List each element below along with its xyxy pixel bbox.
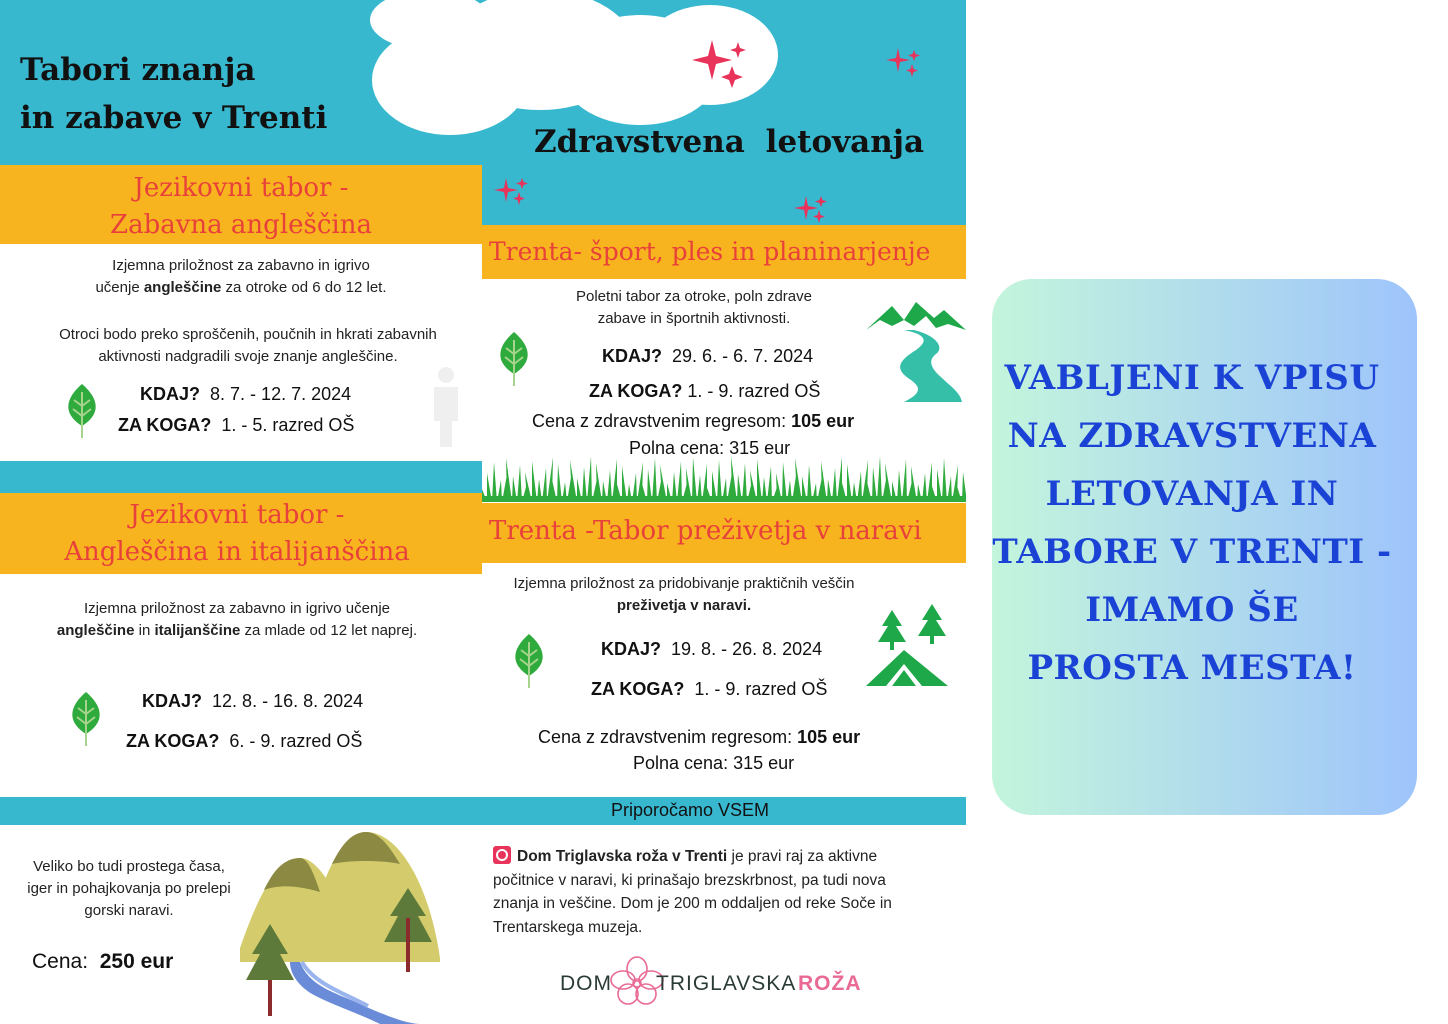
camp-title-line: Jezikovni tabor - xyxy=(129,500,345,530)
camp-title-line: Angleščina in italijanščina xyxy=(64,537,410,567)
free-time-text xyxy=(0,856,258,922)
desc-bold: angleščine xyxy=(56,622,135,639)
camp-languages-when xyxy=(142,691,363,712)
who-label: ZA KOGA? xyxy=(591,679,685,699)
grass-base xyxy=(482,496,966,502)
sparkle-icon xyxy=(690,38,750,88)
logo-triglavska: TRIGLAVSKA xyxy=(656,972,797,995)
page-subtitle: Zdravstvena letovanja xyxy=(534,124,925,160)
desc-line: aktivnosti nadgradili svoje znanje angleščine. xyxy=(98,348,398,365)
sparkle-icon xyxy=(886,46,922,78)
when-label: KDAJ? xyxy=(602,346,663,366)
camp-english-description xyxy=(0,255,482,299)
price-value: 105 eur xyxy=(791,411,855,431)
who-label: ZA KOGA? xyxy=(589,381,683,401)
grass-blades xyxy=(482,456,966,502)
leaf-icon xyxy=(66,690,106,748)
who-value: 1. - 5. razred OŠ xyxy=(221,415,355,435)
recommend-banner xyxy=(0,797,966,825)
tent-trees-icon xyxy=(864,604,950,688)
desc-line xyxy=(493,845,963,869)
grass-decoration xyxy=(482,452,966,502)
when-value: 8. 7. - 12. 7. 2024 xyxy=(210,384,352,404)
page-title-line: in zabave v Trenti xyxy=(20,100,328,136)
when-label: KDAJ? xyxy=(140,384,201,404)
desc-bold: angleščine xyxy=(143,279,222,296)
home-icon xyxy=(493,846,511,864)
who-label: ZA KOGA? xyxy=(118,415,212,435)
who-value: 1. - 9. razred OŠ xyxy=(687,381,821,401)
camp-english-title xyxy=(0,170,482,244)
price-value: 250 eur xyxy=(99,950,174,973)
desc-line: Poletni tabor za otroke, poln zdrave xyxy=(576,288,812,305)
desc-line xyxy=(442,595,926,617)
when-label: KDAJ? xyxy=(601,639,662,659)
callout-line: PROSTA MESTA! xyxy=(1027,648,1357,688)
desc-line: Veliko bo tudi prostega časa, xyxy=(33,858,225,875)
callout-line: IMAMO ŠE xyxy=(1085,590,1299,630)
recommend-banner-text: Priporočamo VSEM xyxy=(611,800,770,820)
camp-sport-price-reduced xyxy=(532,411,854,432)
desc-text: za mlade od 12 let naprej. xyxy=(240,622,418,639)
camp-survival-description xyxy=(442,573,926,617)
desc-bold: preživetja v naravi. xyxy=(616,597,752,614)
desc-bold: italijanščine xyxy=(154,622,241,639)
camp-sport-title: Trenta- šport, ples in planinarjenje xyxy=(489,237,931,266)
desc-text: je pravi raj za aktivne xyxy=(727,848,878,865)
desc-line: počitnice v naravi, ki prinašajo brezskrbnost, pa tudi nova xyxy=(493,871,886,889)
when-value: 19. 8. - 26. 8. 2024 xyxy=(671,639,823,659)
camp-survival-title: Trenta -Tabor preživetja v naravi xyxy=(489,516,922,546)
enrollment-callout-text xyxy=(982,349,1402,697)
mountain-landscape-icon xyxy=(240,828,444,1024)
desc-line: zabave in športnih aktivnosti. xyxy=(597,310,791,327)
callout-line: TABORE V TRENTI - xyxy=(992,532,1392,572)
sparkle-icon xyxy=(794,194,830,226)
camp-languages-title xyxy=(0,497,474,571)
dom-description xyxy=(493,845,963,939)
callout-line: NA ZDRAVSTVENA xyxy=(1007,416,1377,456)
camp-sport-price-full: Polna cena: 315 eur xyxy=(629,438,791,458)
mountain-river-icon xyxy=(864,298,968,406)
desc-line: Izjemna priložnost za zabavno in igrivo xyxy=(112,257,370,274)
desc-line: Trentarskega muzeja. xyxy=(493,918,643,936)
price-label: Cena z zdravstvenim regresom: xyxy=(538,727,793,747)
camp-title-line: Jezikovni tabor - xyxy=(133,173,349,203)
price-label: Cena z zdravstvenim regresom: xyxy=(532,411,787,431)
camp-price xyxy=(32,950,173,974)
desc-line: Izjemna priložnost za zabavno in igrivo učenje xyxy=(84,600,390,617)
camp-english-description-2 xyxy=(0,324,496,368)
camp-languages-description xyxy=(0,598,474,642)
desc-line: Izjemna priložnost za pridobivanje praktičnih veščin xyxy=(513,575,855,592)
dom-logo xyxy=(560,956,880,1006)
left-divider xyxy=(0,461,482,493)
camp-english-who xyxy=(118,415,354,436)
camp-sport-who xyxy=(589,381,820,402)
price-value: 105 eur xyxy=(797,727,861,747)
logo-dom: DOM xyxy=(560,972,612,995)
camp-title-line: Zabavna angleščina xyxy=(110,210,372,240)
desc-line: Otroci bodo preko sproščenih, poučnih in hkrati zabavnih xyxy=(59,326,437,343)
desc-line: gorski naravi. xyxy=(84,902,174,919)
desc-line xyxy=(0,277,482,299)
when-value: 12. 8. - 16. 8. 2024 xyxy=(212,691,364,711)
leaf-icon xyxy=(509,632,549,690)
desc-line: iger in pohajkovanja po prelepi xyxy=(27,880,231,897)
logo-roza: ROŽA xyxy=(798,972,862,995)
camp-survival-when xyxy=(601,639,822,660)
camp-sport-when xyxy=(602,346,813,367)
camp-survival-who xyxy=(591,679,827,700)
camp-languages-who xyxy=(126,731,362,752)
desc-line xyxy=(0,620,474,642)
camp-survival-price-full: Polna cena: 315 eur xyxy=(633,753,795,773)
desc-text: za otroke od 6 do 12 let. xyxy=(221,279,387,296)
sparkle-icon xyxy=(494,176,530,208)
desc-text: učenje xyxy=(95,279,144,296)
who-value: 1. - 9. razred OŠ xyxy=(694,679,828,699)
leaf-icon xyxy=(494,330,534,388)
leaf-icon xyxy=(62,382,102,440)
callout-line: LETOVANJA IN xyxy=(1045,474,1339,514)
who-value: 6. - 9. razred OŠ xyxy=(229,731,363,751)
page-title xyxy=(20,46,327,142)
price-label: Cena: xyxy=(32,950,89,973)
page-title-line: Tabori znanja xyxy=(20,52,256,88)
hiker-silhouette-icon xyxy=(416,365,476,450)
desc-text: in xyxy=(134,622,155,639)
camp-survival-price-reduced xyxy=(538,727,860,748)
when-label: KDAJ? xyxy=(142,691,203,711)
who-label: ZA KOGA? xyxy=(126,731,220,751)
when-value: 29. 6. - 6. 7. 2024 xyxy=(672,346,814,366)
callout-line: VABLJENI K VPISU xyxy=(1004,358,1380,398)
desc-line: znanja in veščine. Dom je 200 m oddaljen od reke Soče in xyxy=(493,895,892,912)
dom-name: Dom Triglavska roža v Trenti xyxy=(517,848,728,865)
camp-english-when xyxy=(140,384,351,405)
